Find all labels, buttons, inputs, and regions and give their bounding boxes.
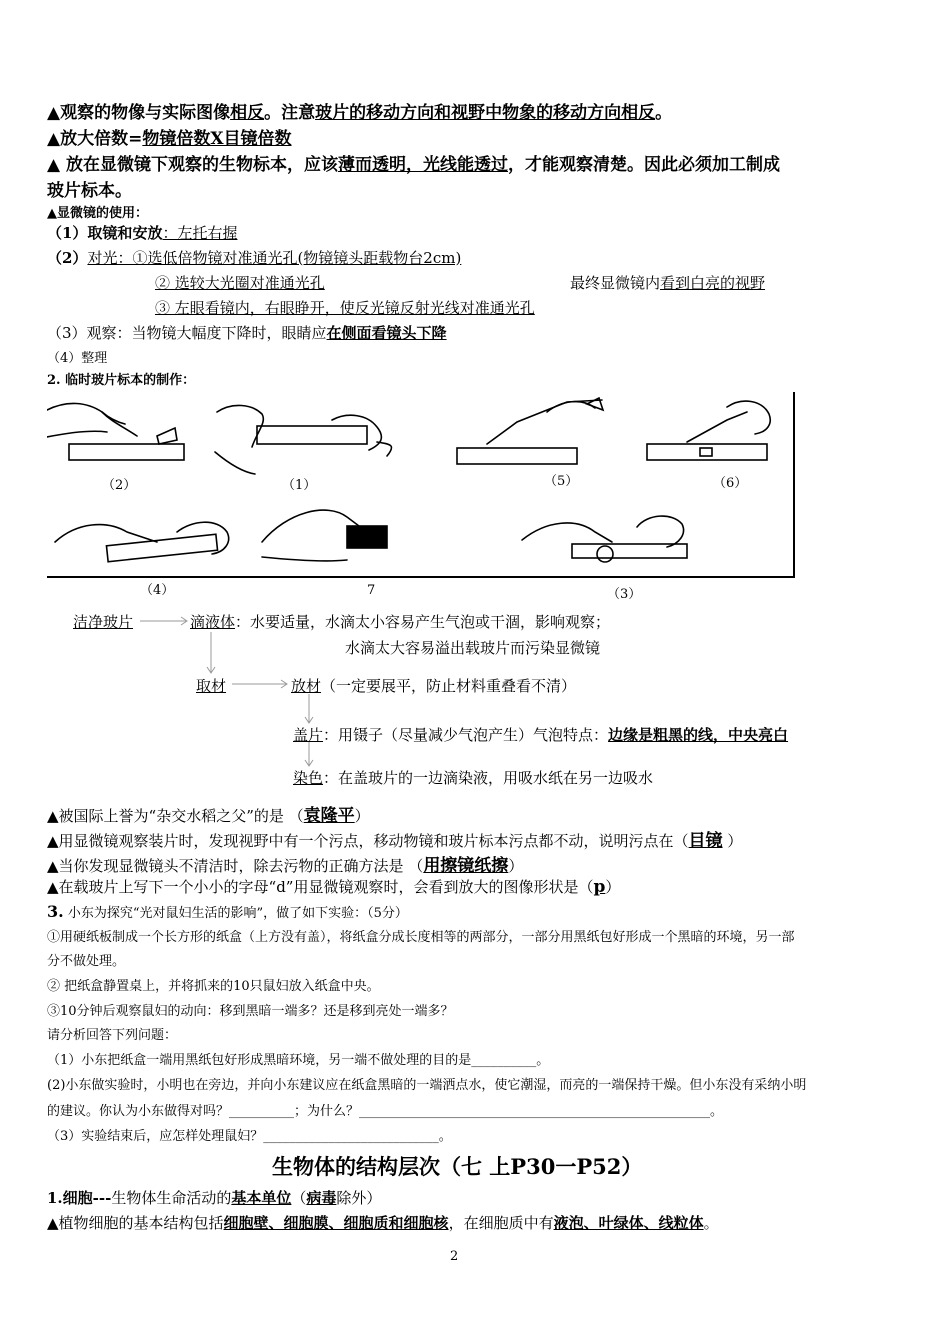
figure-label-2: （2） <box>102 478 137 493</box>
use-step-2b: ② 选较大光圈对准通光孔 <box>155 274 325 292</box>
page-number: 2 <box>450 1249 459 1264</box>
slide-heading: 2. 临时玻片标本的制作： <box>47 373 196 388</box>
flow-step-cover-slip: 盖片：用镊子（尽量减少气泡产生）气泡特点：边缘是粗黑的线，中央亮白 <box>293 726 789 744</box>
figure-label-3: （3） <box>607 587 642 602</box>
exp-p1b: 分不做处理。 <box>47 954 126 969</box>
flow-step-clean-slide: 洁净玻片 <box>73 613 134 631</box>
section-cell-line-1: 1.细胞---生物体生命活动的基本单位（病毒除外） <box>47 1189 382 1207</box>
obs-line-3: ▲ 放在显微镜下观察的生物标本，应该薄而透明，光线能透过，才能观察清楚。因此必须加工制成 <box>47 155 780 175</box>
exp-answer-3: （3）实验结束后，应怎样处理鼠妇？___________________________。 <box>47 1129 452 1144</box>
figure-label-4: （4） <box>140 583 175 598</box>
flow-step-place-material: 放材（一定要展平，防止材料重叠看不清） <box>291 677 577 695</box>
exp-p4: 请分析回答下列问题： <box>47 1028 178 1043</box>
use-heading: ▲显微镜的使用： <box>47 206 148 221</box>
exp-answer-2: (2)小东做实验时，小明也在旁边，并向小东建议应在纸盒黑暗的一端洒点水，使它潮湿，而亮的一端保持干燥。但小东没有采纳小明 <box>47 1078 807 1093</box>
flow-step-drop-liquid: 滴液体：水要适量，水滴太小容易产生气泡或干涸，影响观察； <box>190 613 611 631</box>
exp-p1: ①用硬纸板制成一个长方形的纸盒（上方没有盖），将纸盒分成长度相等的两部分，一部分用黑纸包好形成一个黑暗的环境，另一部 <box>47 930 795 945</box>
use-step-4: （4）整理 <box>47 351 108 366</box>
figure-label-6: （6） <box>713 476 748 491</box>
exp-p2: ② 把纸盒静置桌上，并将抓来的10只鼠妇放入纸盒中央。 <box>47 979 380 994</box>
obs-line-1: ▲观察的物像与实际图像相反。注意玻片的移动方向和视野中物象的移动方向相反。 <box>47 103 673 123</box>
exp-answer-2b: 的建议。你认为小东做得对吗？__________；为什么？______________________________________________________。 <box>47 1104 724 1119</box>
qa-1: ▲被国际上誉为“杂交水稻之父”的是 （袁隆平） <box>47 806 370 826</box>
exp-p3: ③10分钟后观察鼠妇的动向：移到黑暗一端多？还是移到亮处一端多？ <box>47 1004 454 1019</box>
exp-intro: 3. 小东为探究“光对鼠妇生活的影响”，做了如下实验：（5分） <box>47 902 408 921</box>
use-step-2c: 最终显微镜内看到白亮的视野 <box>570 274 766 292</box>
figure-label-1: （1） <box>282 478 317 493</box>
exp-answer-1: （1）小东把纸盒一端用黑纸包好形成黑暗环境，另一端不做处理的目的是__________。 <box>47 1053 550 1068</box>
obs-line-4: 玻片标本。 <box>47 181 132 201</box>
use-step-1: （1）取镜和安放：左托右握 <box>47 224 238 242</box>
use-step-2d: ③ 左眼看镜内，右眼睁开，使反光镜反射光线对准通光孔 <box>155 299 535 317</box>
qa-2: ▲用显微镜观察装片时，发现视野中有一个污点，移动物镜和玻片标本污点都不动，说明污点在（目镜 ） <box>47 831 743 851</box>
section-cell-line-2: ▲植物细胞的基本结构包括细胞壁、细胞膜、细胞质和细胞核，在细胞质中有液泡、叶绿体、线粒体。 <box>47 1214 719 1232</box>
obs-line-2: ▲放大倍数=物镜倍数X目镜倍数 <box>47 129 292 149</box>
flow-step-drop-liquid-2: 水滴太大容易溢出载玻片而污染显微镜 <box>345 639 601 657</box>
qa-3: ▲当你发现显微镜头不清洁时，除去污物的正确方法是 （用擦镜纸擦） <box>47 856 524 876</box>
flow-step-stain: 染色：在盖玻片的一边滴染液，用吸水纸在另一边吸水 <box>293 769 654 787</box>
qa-4: ▲在载玻片上写下一个小小的字母“d”用显微镜观察时，会看到放大的图像形状是（p） <box>47 877 621 897</box>
use-step-3: （3）观察：当物镜大幅度下降时，眼睛应在侧面看镜头下降 <box>47 324 447 342</box>
section-title: 生物体的结构层次（七 上P30一P52） <box>272 1154 643 1179</box>
use-step-2: （2）对光：①选低倍物镜对准通光孔(物镜镜头距载物台2cm) <box>47 249 462 267</box>
flow-step-take-material: 取材 <box>196 677 227 695</box>
figure-label-7: 7 <box>367 583 376 598</box>
figure-label-5: （5） <box>544 474 579 489</box>
